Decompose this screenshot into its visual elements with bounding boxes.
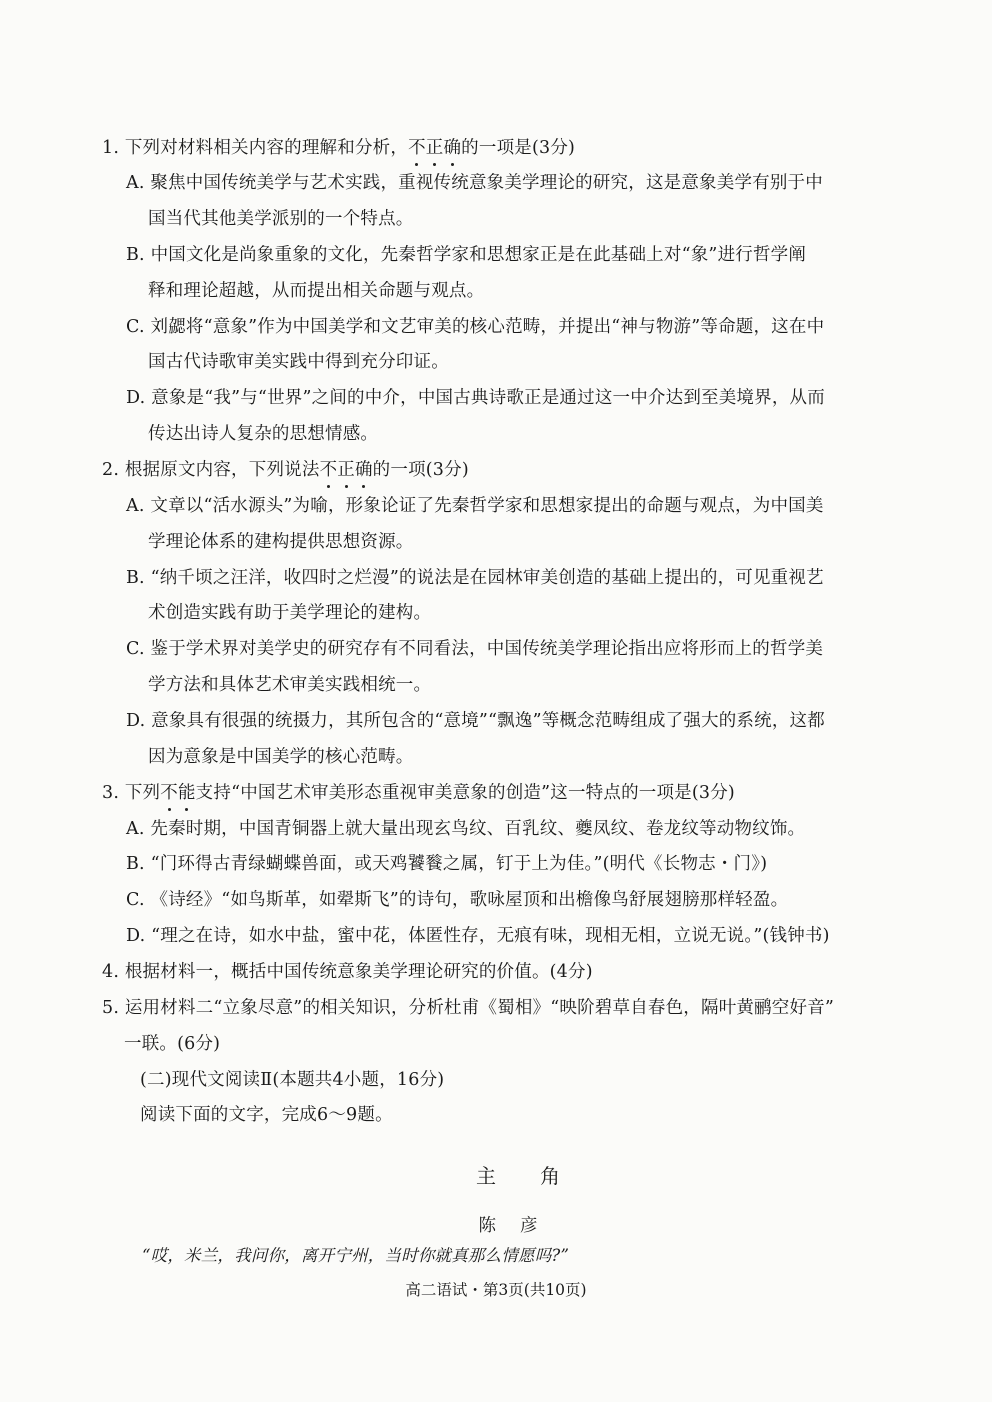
emphasis-char: 确 xyxy=(443,138,462,158)
section-heading: (二)现代文阅读Ⅱ(本题共4小题，16分) xyxy=(140,1070,445,1090)
emphasis-char: 正 xyxy=(425,138,444,158)
question-2-option-a-cont: 学理论体系的建构提供思想资源。 xyxy=(148,532,414,552)
question-3-stem xyxy=(102,781,735,805)
emphasis-char: 正 xyxy=(337,460,355,480)
stem-text: 的一项(3分) xyxy=(372,460,469,480)
emphasis-not-correct xyxy=(408,138,461,158)
question-1-option-b: B. 中国文化是尚象重象的文化，先秦哲学家和思想家正是在此基础上对“象”进行哲学阐 xyxy=(126,245,807,265)
question-2-stem xyxy=(102,458,469,482)
question-2-option-d-cont: 因为意象是中国美学的核心范畴。 xyxy=(148,747,414,767)
question-3-option-d: D. “理之在诗，如水中盐，蜜中花，体匿性存，无痕有味，现相无相，立说无说。”(钱钟书) xyxy=(126,926,830,946)
stem-text: 支持“中国艺术审美形态重视审美意象的创造”这一特点的一项是(3分) xyxy=(195,783,735,803)
question-1-option-d: D. 意象是“我”与“世界”之间的中介，中国古典诗歌正是通过这一中介达到至美境界，从而 xyxy=(126,388,825,408)
question-1-option-c-cont: 国古代诗歌审美实践中得到充分印证。 xyxy=(148,352,449,372)
emphasis-char: 不 xyxy=(319,460,338,480)
question-1-option-c: C. 刘勰将“意象”作为中国美学和文艺审美的核心范畴，并提出“神与物游”等命题，这在中 xyxy=(126,317,825,337)
question-1-option-a-cont: 国当代其他美学派别的一个特点。 xyxy=(148,209,414,229)
question-3-option-b: B. “门环得古青绿蝴蝶兽面，或天鸡饕餮之属，钉于上为佳。”(明代《长物志・门》) xyxy=(126,854,768,874)
question-5-stem-cont: 一联。(6分) xyxy=(124,1034,221,1054)
emphasis-char: 不 xyxy=(160,783,178,803)
question-2-option-c-cont: 学方法和具体艺术审美实践相统一。 xyxy=(148,675,432,695)
story-title: 主角 xyxy=(476,1164,604,1188)
question-2-option-d: D. 意象具有很强的统摄力，其所包含的“意境”“飘逸”等概念范畴组成了强大的系统，这都 xyxy=(126,711,825,731)
question-5-stem: 5. 运用材料二“立象尽意”的相关知识，分析杜甫《蜀相》“映阶碧草自春色，隔叶黄鹂空好音” xyxy=(102,998,835,1018)
story-author: 陈彦 xyxy=(478,1216,562,1236)
emphasis-char: 确 xyxy=(354,460,373,480)
story-first-line: “哎，米兰，我问你，离开宁州，当时你就真那么情愿吗?” xyxy=(142,1246,570,1265)
section-instruction: 阅读下面的文字，完成6～9题。 xyxy=(140,1105,393,1125)
question-2-option-b: B. “纳千顷之汪洋，收四时之烂漫”的说法是在园林审美创造的基础上提出的，可见重视艺 xyxy=(126,568,824,588)
question-1-stem xyxy=(102,136,575,160)
question-2-option-c: C. 鉴于学术界对美学史的研究存有不同看法，中国传统美学理论指出应将形而上的哲学美 xyxy=(126,639,824,659)
question-2-option-b-cont: 术创造实践有助于美学理论的建构。 xyxy=(148,603,432,623)
question-1-option-b-cont: 释和理论超越，从而提出相关命题与观点。 xyxy=(148,281,485,301)
page-footer: 高二语试・第3页(共10页) xyxy=(405,1281,587,1299)
stem-text: 2. 根据原文内容，下列说法 xyxy=(102,460,320,480)
question-3-option-c: C. 《诗经》“如鸟斯革，如翚斯飞”的诗句，歌咏屋顶和出檐像鸟舒展翅膀那样轻盈。 xyxy=(126,890,789,910)
stem-text: 1. 下列对材料相关内容的理解和分析， xyxy=(102,138,409,158)
question-1-option-a: A. 聚焦中国传统美学与艺术实践，重视传统意象美学理论的研究，这是意象美学有别于中 xyxy=(126,173,823,193)
emphasis-not-correct xyxy=(320,460,373,480)
emphasis-cannot xyxy=(160,783,195,803)
question-3-option-a: A. 先秦时期，中国青铜器上就大量出现玄鸟纹、百乳纹、夔凤纹、卷龙纹等动物纹饰。 xyxy=(126,819,806,839)
question-4-stem: 4. 根据材料一，概括中国传统意象美学理论研究的价值。(4分) xyxy=(102,962,593,982)
stem-text: 的一项是(3分) xyxy=(461,138,576,158)
emphasis-char: 能 xyxy=(177,783,196,803)
stem-text: 3. 下列 xyxy=(102,783,161,803)
emphasis-char: 不 xyxy=(408,138,426,158)
question-2-option-a: A. 文章以“活水源头”为喻，形象论证了先秦哲学家和思想家提出的命题与观点，为中国美 xyxy=(126,496,824,516)
question-1-option-d-cont: 传达出诗人复杂的思想情感。 xyxy=(148,424,379,444)
